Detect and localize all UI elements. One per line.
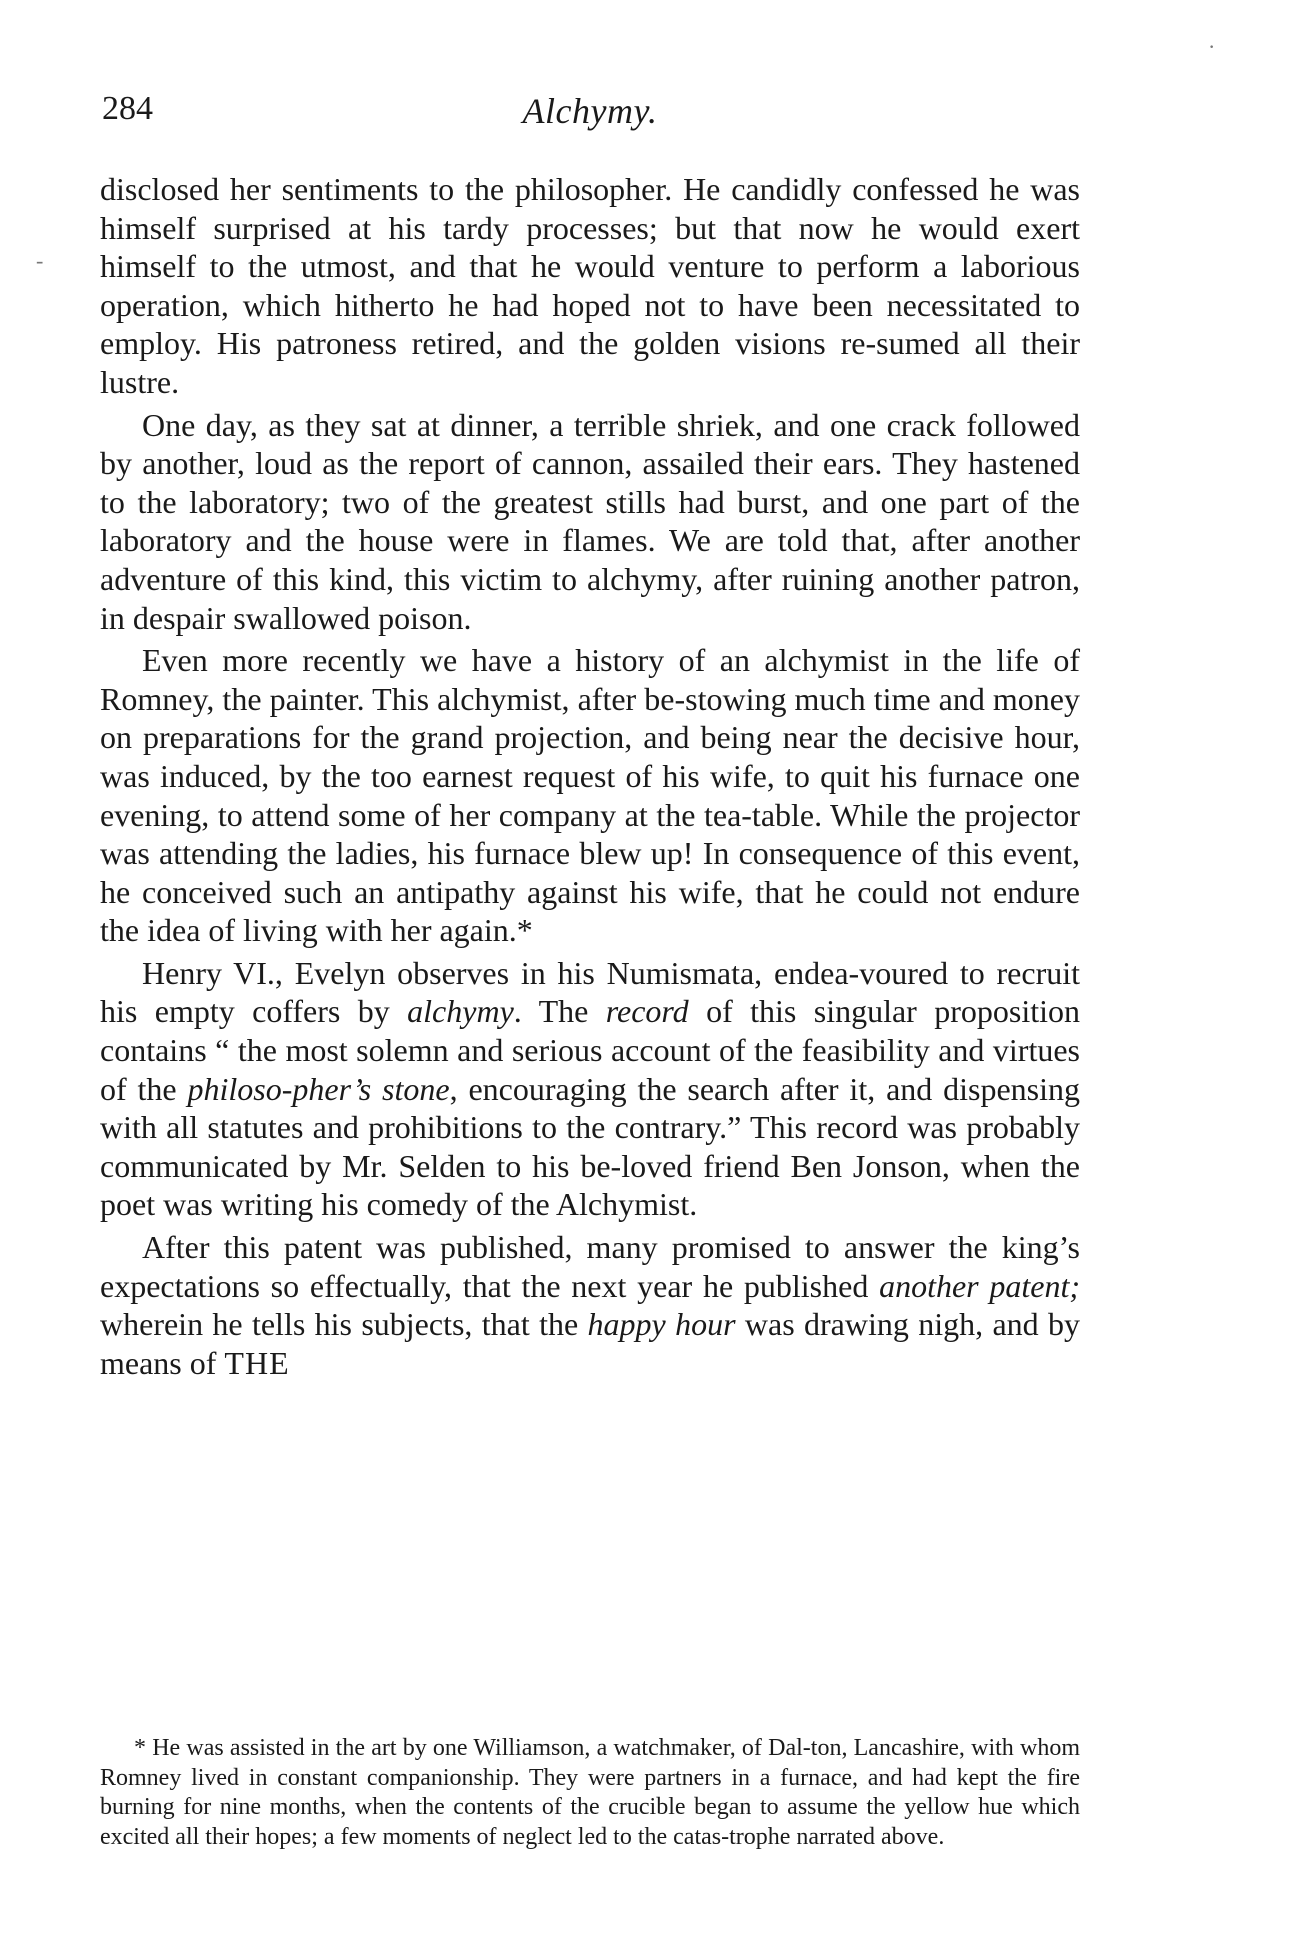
main-text [100, 170, 1080, 1382]
margin-mark-right: · [1208, 34, 1216, 59]
emphasis-philosophers-stone: philoso-pher’s stone [187, 1070, 450, 1107]
small-caps-the: THE [224, 1344, 290, 1381]
paragraph-5-text-e: was drawing nigh, and by means of [100, 1306, 1081, 1381]
paragraph-4-text-c: . The [513, 993, 606, 1030]
paragraph-4-text-e: of this singular proposition contains “ the most solemn and serious account of the feasibility and virtues of the [100, 993, 1081, 1107]
paragraph-1: disclosed her sentiments to the philosopher. He candidly confessed he was himself surprised at his tardy processes; but that now he would exert himself to the utmost, and that he would venture to perform a laborious operation, which hitherto he had hoped not to have been necessitated to employ. His patroness retired, and the golden visions re-sumed all their lustre. [100, 171, 1080, 400]
footnote [100, 1734, 1080, 1852]
footnote-text: * He was assisted in the art by one Williamson, a watchmaker, of Dal-ton, Lancashire, with whom Romney lived in constant companionship. They were partners in a furnace, and had kept the fire burning for nine months, when the contents of the crucible began to assume the yellow hue which excited all their hopes; a few moments of neglect led to the catas-trophe narrated above. [100, 1735, 1080, 1850]
emphasis-record: record [605, 993, 689, 1030]
emphasis-happy-hour: happy hour [587, 1306, 736, 1343]
paragraph-5 [100, 1228, 1080, 1382]
paragraph-4 [100, 954, 1080, 1224]
emphasis-another-patent: another patent; [879, 1267, 1081, 1304]
paragraph-5-text-c: wherein he tells his subjects, that the [100, 1306, 588, 1343]
paragraph-4-text-a: Henry VI., Evelyn observes in his Numismata, endea-voured to recruit his empty coffers by [100, 954, 1080, 1030]
emphasis-alchymy: alchymy [407, 993, 514, 1030]
paragraph-3: Even more recently we have a history of an alchymist in the life of Romney, the painter. This alchymist, after be-stowing much time and money on preparations for the grand projection, and being near the decisive hour, was induced, by the too earnest request of his wife, to quit his furnace one evening, to attend some of her company at the tea-table. While the projector was attending the ladies, his furnace blew up! In consequence of this event, he conceived such an antipathy against his wife, that he could not endure the idea of living with her again.* [100, 642, 1080, 949]
paragraph-2: One day, as they sat at dinner, a terrible shriek, and one crack followed by another, loud as the report of cannon, assailed their ears. They hastened to the laboratory; two of the greatest stills had burst, and one part of the laboratory and the house were in flames. We are told that, after another adventure of this kind, this victim to alchymy, after ruining another patron, in despair swallowed poison. [100, 406, 1080, 636]
running-title: Alchymy. [522, 91, 658, 131]
paragraph-5-text-a: After this patent was published, many promised to answer the king’s expectations so effectually, that the next year he published [100, 1229, 1080, 1304]
margin-mark-left: - [36, 248, 44, 273]
page-number: 284 [102, 90, 153, 127]
paragraph-4-text-g: , encouraging the search after it, and dispensing with all statutes and prohibitions to the contrary.” This record was probably communicated by Mr. Selden to his be-loved friend Ben Jonson, when the poet was writing his comedy of the Alchymist. [100, 1070, 1081, 1223]
page-header [100, 90, 1080, 140]
